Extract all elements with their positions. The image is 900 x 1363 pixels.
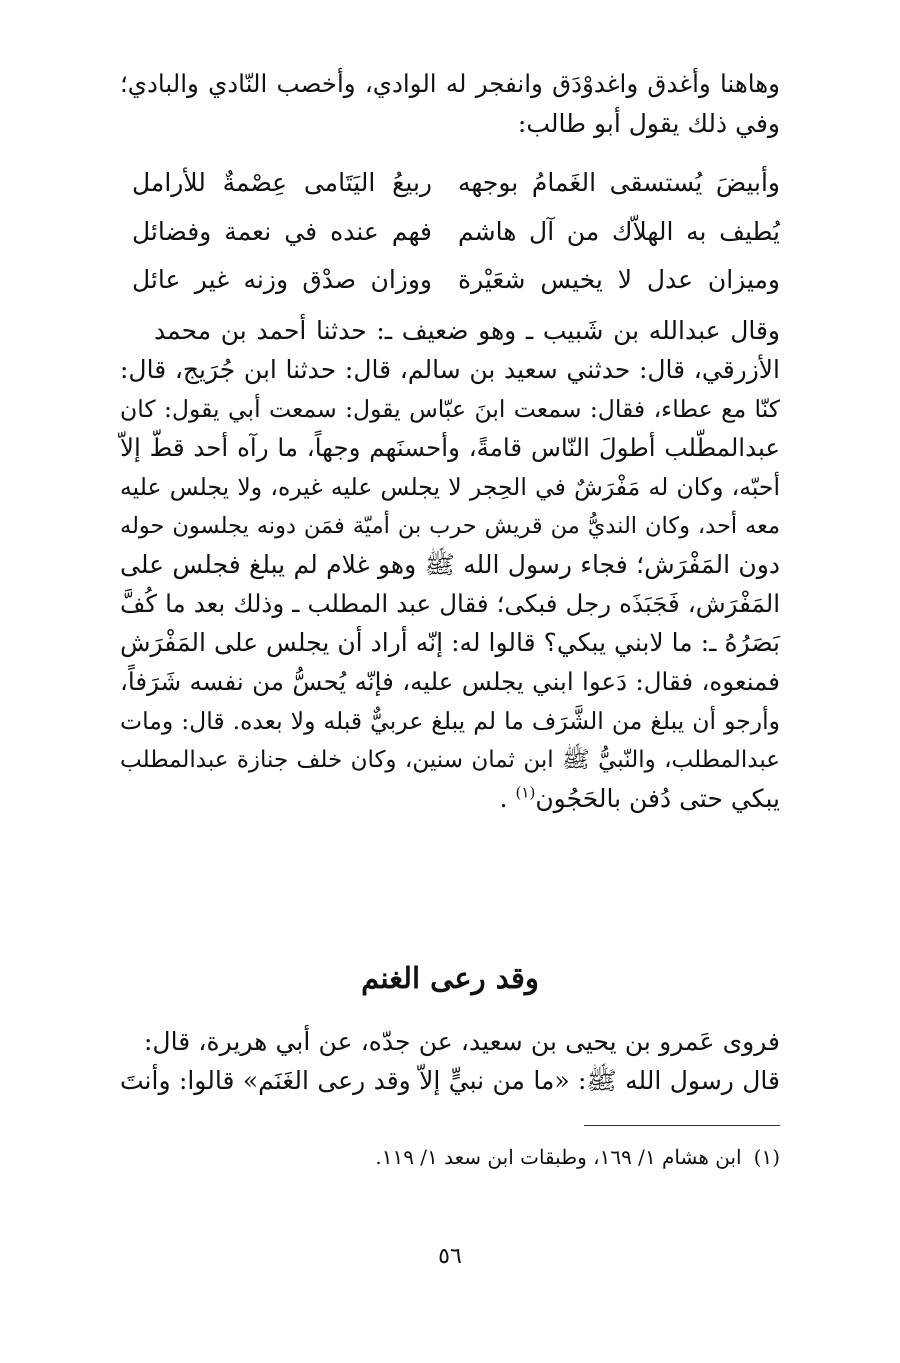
section-heading: وقد رعى الغنم: [361, 961, 539, 995]
text-line: عبدالمطّلب أطولَ النّاس قامةً، وأحسنَهم وجهاً، ما رآه أحد قطّ إلاّ: [120, 433, 780, 462]
page-number: ٥٦: [438, 1244, 462, 1269]
text-line: كنّا مع عطاء، فقال: سمعت ابنَ عبّاس يقول: سمعت أبي يقول: كان: [120, 395, 780, 423]
footnote-reference: (١): [515, 783, 536, 802]
footnote-mark: (١): [753, 1145, 780, 1169]
text-line: الأزرقي، قال: حدثني سعيد بن سالم، قال: حدثنا ابن جُرَيج، قال:: [120, 355, 780, 384]
poem-hemistich-right: يُطيف به الهلاّك من آل هاشم: [458, 217, 780, 246]
text-line: فروى عَمرو بن يحيى بن سعيد، عن جدّه، عن أبي هريرة، قال:: [144, 1027, 780, 1056]
text-line: قال رسول الله ﷺ: «ما من نبيٍّ إلاّ وقد رعى الغَنَم» قالوا: وأنتَ: [120, 1066, 780, 1095]
text-line: وهاهنا وأغدق واغدوْدَق وانفجر له الوادي، وأخصب النّادي والبادي؛: [120, 69, 780, 98]
text-line: وقال عبدالله بن شَبيب ـ وهو ضعيف ـ: حدثنا أحمد بن محمد: [154, 316, 780, 345]
poem-hemistich-right: وأبيضَ يُستسقى الغَمامُ بوجهه: [458, 168, 780, 197]
text-line: المَفْرَش، فَجَبَذَه رجل فبكى؛ فقال عبد المطلب ـ وذلك بعد ما كُفَّ: [120, 589, 780, 618]
footnote-text: ابن هشام ١/ ١٦٩، وطبقات ابن سعد ١/ ١١٩.: [375, 1145, 742, 1169]
poem-hemistich-left: ربيعُ اليَتَامى عِصْمةٌ للأرامل: [132, 168, 432, 197]
text-line-last: [120, 779, 780, 819]
text-line: عبدالمطلب، والنّبيُّ ﷺ ابن ثمان سنين، وكان خلف جنازة عبدالمطلب: [120, 747, 780, 773]
text-line: بَصَرُهُ ـ: ما لابني يبكي؟ قالوا له: إنّه أراد أن يجلس على المَفْرَش: [120, 628, 780, 657]
text-line: وفي ذلك يقول أبو طالب:: [517, 109, 780, 138]
poem-hemistich-right: وميزان عدل لا يخيس شعَيْرة: [458, 265, 780, 294]
footnote: [120, 1140, 780, 1174]
poem-hemistich-left: فهم عنده في نعمة وفضائل: [132, 217, 432, 246]
footnote-separator: [584, 1125, 780, 1126]
text-line: فمنعوه، فقال: دَعوا ابني يجلس عليه، فإنّه يُحسُّ من نفسه شَرَفاً،: [120, 667, 780, 696]
text-line: أحبّه، وكان له مَفْرَشٌ في الحِجر لا يجلس عليه غيره، ولا يجلس عليه: [120, 473, 780, 501]
text-fragment: يبكي حتى دُفن بالحَجُون: [535, 784, 780, 813]
text-fragment: .: [499, 784, 516, 813]
poem-hemistich-left: ووزان صدْق وزنه غير عائل: [132, 265, 432, 294]
text-line: معه أحد، وكان النديُّ من قريش حرب بن أميّة فمَن دونه يجلسون حوله: [120, 513, 780, 539]
text-line: وأرجو أن يبلغ من الشَّرَف ما لم يبلغ عربيٌّ قبله ولا بعده. قال: ومات: [120, 707, 780, 735]
text-line: دون المَفْرَش؛ فجاء رسول الله ﷺ وهو غلام لم يبلغ فجلس على: [120, 550, 780, 579]
